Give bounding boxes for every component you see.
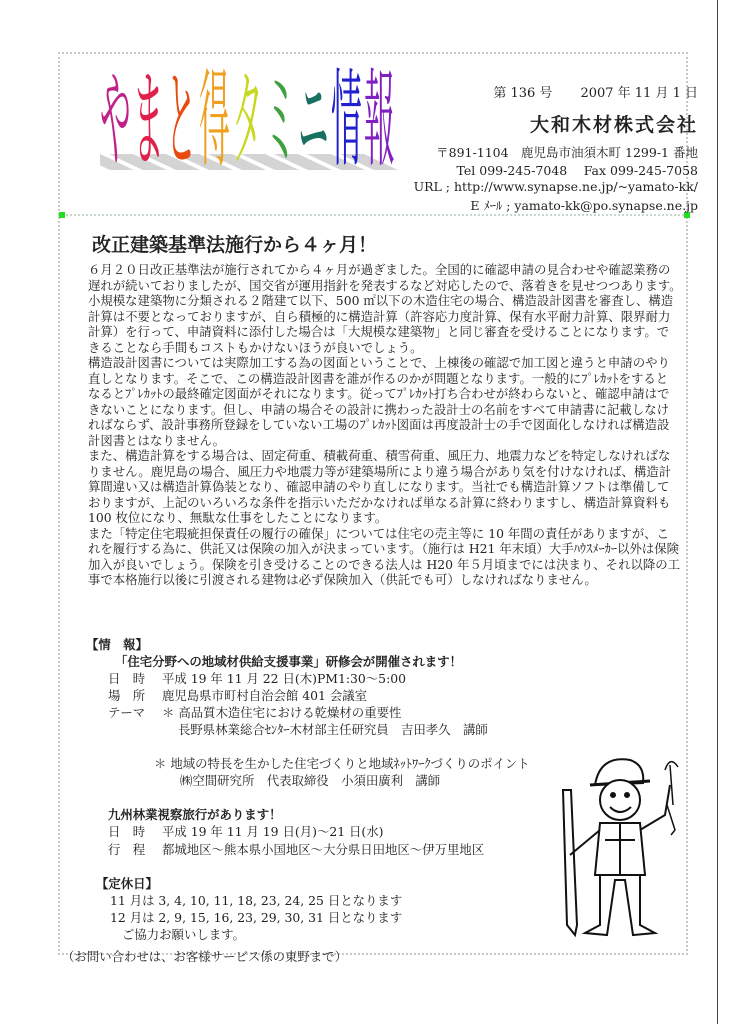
holidays-december: 12 月は 2, 9, 15, 16, 23, 29, 30, 31 日となります [110,910,403,925]
logo-char: タ [232,60,263,183]
eye [611,793,615,797]
theme-label: テーマ [108,705,146,720]
event-theme-2 [154,755,530,772]
article-line: 遅れが続いておりましたが、国交省が運用指針を発表するなど対応したので、落着きを見せつつあります。 [88,277,682,293]
cartoon-woodsman-illustration [545,745,695,945]
article-line: ６月２０日改正基準法が施行されてから４ヶ月が過ぎました。全国的に確認申請の見合わせや確認業務の [88,262,671,277]
event-place-label: 場 所 [108,688,146,703]
article-title: 改正建築基準法施行から４ヶ月！ [92,234,378,256]
article-line: また、構造計算をする場合は、固定荷重、積載荷重、積雪荷重、風圧力、地震力などを特定しなければな [88,448,671,463]
article-line: 小規模な建築物に分類される２階建て以下、500 ㎡以下の木造住宅の場合、構造設計図書を審査し、構造 [88,293,674,308]
bullet-mark: ＊ [162,705,175,720]
article-line: 算間違い又は構造計算偽装となり、確認申請のやり直しになります。当社でも構造計算ソフトは準備して [88,479,670,494]
trip-route-label: 行 程 [108,842,146,857]
email[interactable]: E ﾒｰﾙ ; yamato-kk@po.synapse.ne.jp [470,198,698,213]
logo-char: と [166,60,197,183]
article-line: 加入が良いでしょう。保険を引き受けることのできる法人は H20 年５月頃までには決まり、それ以降の工 [88,556,681,572]
page-edge-line [717,0,718,1024]
article-line: なるとﾌﾟﾚｶｯﾄの最終確定図面がそれになります。従ってﾌﾟﾚｶｯﾄ打ち合わせが終わらないと、確認申請はで [88,386,670,401]
issue-number: 第 136 号 [493,86,553,101]
trip-date-value: 平成 19 年 11 月 19 日(月)～21 日(水) [162,824,384,839]
article-body [88,262,693,588]
theme-title: 地域の特長を生かした住宅づくりと地域ﾈｯﾄﾜｰｸづくりのポイント [170,756,530,771]
company-name: 大和木材株式会社 [529,114,698,136]
event-date-value: 平成 19 年 11 月 22 日(木)PM1:30～5:00 [162,671,407,686]
logo-char: や [100,60,131,183]
theme-title: 高品質木造住宅における乾燥材の重要性 [178,705,402,720]
article-line: きないことになります。但し、申請の場合その設計に携わった設計士の名前をすべて申請書に記載しなけ [88,401,669,417]
article-line: 計図書とはなりません。 [88,432,226,448]
event-place-value: 鹿児島県市町村自治会館 401 会議室 [162,688,367,703]
speaker-2: ㈱空間研究所 代表取締役 小須田廣利 講師 [180,773,441,788]
event-place [108,687,367,704]
holidays-heading: 【定休日】 [96,876,158,891]
url[interactable]: URL ; http://www.synapse.ne.jp/~yamato-kk/ [413,179,698,194]
newsletter-logo [100,60,400,190]
logo-char: ま [133,60,164,183]
article-line: 計算は不要となっておりますが、自ら積極的に構造計算（許容応力度計算、保有水平耐力計算、限界耐力 [88,308,671,324]
article-line: おりますが、上記のいろいろな条件を指示いただかなければ単なる計算に終わりますし、構造計算資料も [88,494,671,510]
tel-fax: Tel 099-245-7048 Fax 099-245-7058 [456,163,698,178]
trip-route-value: 都城地区～熊本県小国地区～大分県日田地区～伊万里地区 [162,842,485,857]
article-line: 計算）を行って、申請資料に添付した場合は「大規模な建築物」と同じ審査を受けることになります。で [88,324,670,339]
article-line: 構造設計図書については実際加工する為の図面ということで、上棟後の確認で加工図と違うと申請のやり [88,355,670,370]
info-heading: 【情 報】 [86,637,148,652]
trip-route [108,841,484,858]
logo-char: 得 [199,60,230,183]
legs [585,875,655,935]
article-line: 直しとなります。そこで、この構造設計図書を誰が作るのかが問題となります。一般的にﾌﾟﾚｶｯﾄをすると [88,370,669,386]
face [600,780,640,820]
logo-char: ニ [298,60,329,183]
address: 〒891-1104 鹿児島市油須木町 1299-1 番地 [436,145,698,160]
logo-char: ミ [265,60,296,183]
event-theme-1 [108,704,401,721]
resize-handle[interactable] [59,212,65,218]
contact-footer: （お問い合わせは、お客様サービス係の東野まで） [62,949,347,964]
holidays-november: 11 月は 3, 4, 10, 11, 18, 23, 24, 25 日となります [110,893,403,908]
logo-char: 報 [364,60,395,183]
speaker-1: 長野県林業総合ｾﾝﾀｰ木材部主任研究員 吉田孝久 講師 [178,722,488,737]
trip-date [108,823,384,840]
trip-date-label: 日 時 [108,824,146,839]
article-line: また「特定住宅瑕疵担保責任の履行の確保」については住宅の売主等に 10 年間の責任がありますが、こ [88,525,669,541]
article-line: 100 枚位になり、無駄な仕事をしたことになります。 [88,510,388,525]
article-line: ればならず、設計事務所登録をしていない工場のﾌﾟﾚｶｯﾄ図面は再度設計士の手で図面化しなければ構造設 [88,417,670,432]
article-line: れを履行する為に、供託又は保険の加入が決まっています。（施行は H21 年末頃）大手ﾊｳｽﾒｰｶｰ以外は保険 [88,541,680,556]
bullet-mark: ＊ [154,756,167,771]
rifle [563,790,577,935]
logo-char: 情 [331,60,362,183]
trip-title: 九州林業視察旅行があります！ [108,807,282,822]
article-line: りません。鹿児島の場合、風圧力や地震力等が建築場所により違う場合があり気を付けなければ、構造計 [88,463,672,479]
issue-date-text: 2007 年 11 月 1 日 [580,86,698,101]
thanks-text: ご協力お願いします。 [122,927,245,942]
article-line: きることなら手間もコストもかけないほうが良いでしょう。 [88,339,423,355]
event-date [108,670,406,687]
event-title: 「住宅分野への地域材供給支援事業」研修会が開催されます！ [115,654,462,669]
issue-date [493,82,698,101]
event-date-label: 日 時 [108,671,146,686]
eye [625,793,629,797]
article-line: 事で本格施行以後に引渡される建物は必ず保険加入（供託でも可）しなければなりません。 [88,572,597,587]
